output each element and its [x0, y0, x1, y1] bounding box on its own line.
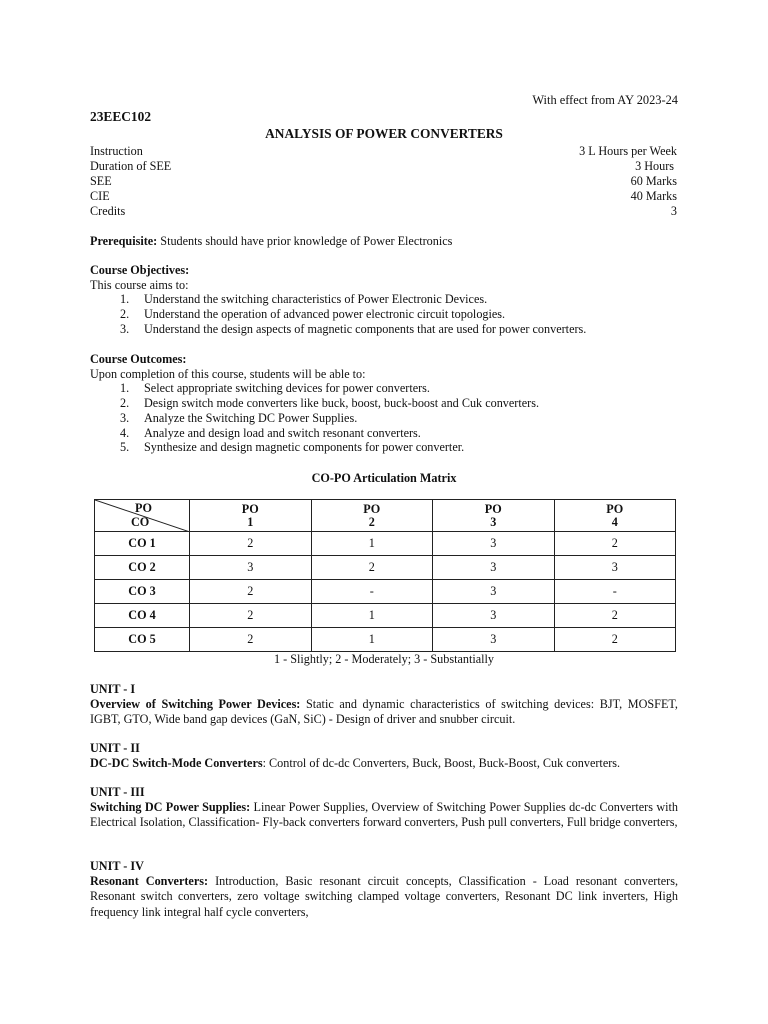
column-header-top: PO	[363, 501, 381, 516]
item-text: Understand the operation of advanced power electronic circuit topologies.	[144, 306, 506, 321]
table-cell: 3	[433, 580, 555, 604]
table-cell: -	[554, 580, 676, 604]
column-header-top: PO	[606, 501, 624, 516]
prerequisite-text: Students should have prior knowledge of Power Electronics	[157, 234, 453, 248]
unit-heading: UNIT - I	[90, 682, 136, 696]
table-row	[95, 580, 676, 604]
column-header-bottom: 4	[611, 514, 618, 529]
info-value: 3	[670, 204, 677, 218]
table-cell: 1	[311, 628, 433, 652]
info-value: 40 Marks	[630, 189, 677, 203]
row-header: CO 4	[95, 604, 190, 628]
info-label: SEE	[90, 174, 112, 188]
unit-topic: Resonant Converters:	[90, 873, 209, 888]
item-number: 1.	[120, 292, 130, 307]
item-text: Analyze the Switching DC Power Supplies.	[144, 410, 358, 425]
column-header-top: PO	[484, 501, 502, 516]
column-header-top: PO	[241, 501, 259, 516]
list-item	[90, 396, 680, 411]
info-label: CIE	[90, 189, 110, 203]
list-item	[90, 307, 680, 322]
table-cell: 2	[554, 532, 676, 556]
table-cell: 3	[433, 532, 555, 556]
objectives-heading: Course Objectives:	[90, 263, 190, 277]
row-header: CO 5	[95, 628, 190, 652]
info-label: Instruction	[90, 144, 143, 158]
corner-co-label: CO	[131, 515, 150, 529]
info-row-cie	[90, 189, 677, 204]
table-cell: 2	[190, 580, 312, 604]
info-value: 60 Marks	[630, 174, 677, 188]
info-label: Credits	[90, 204, 126, 218]
item-text: Synthesize and design magnetic components for power converter.	[144, 440, 465, 455]
unit-section	[90, 859, 678, 921]
unit-topic: Switching DC Power Supplies:	[90, 799, 251, 814]
item-text: Select appropriate switching devices for power converters.	[144, 381, 430, 396]
prerequisite-label: Prerequisite:	[90, 234, 158, 248]
table-cell: 3	[190, 556, 312, 580]
objectives-intro: This course aims to:	[90, 277, 189, 292]
row-header: CO 3	[95, 580, 190, 604]
matrix-column-header	[433, 500, 555, 532]
info-row-credits	[90, 204, 677, 219]
table-cell: 1	[311, 532, 433, 556]
item-text: Design switch mode converters like buck, boost, buck-boost and Cuk converters.	[144, 395, 539, 410]
table-cell: 3	[433, 604, 555, 628]
co-po-matrix	[94, 499, 676, 652]
table-cell: 1	[311, 604, 433, 628]
item-number: 4.	[120, 425, 130, 440]
unit-content	[90, 800, 678, 831]
table-row	[95, 628, 676, 652]
info-value: 3 Hours	[635, 159, 674, 173]
table-cell: 3	[554, 556, 676, 580]
info-row-duration	[90, 159, 677, 174]
outcomes-heading: Course Outcomes:	[90, 352, 187, 366]
list-item	[90, 411, 680, 426]
table-cell: 2	[190, 532, 312, 556]
course-objectives	[90, 263, 680, 337]
unit-heading: UNIT - IV	[90, 859, 144, 873]
matrix-legend: 1 - Slightly; 2 - Moderately; 3 - Substantially	[273, 652, 495, 666]
course-code: 23EEC102	[90, 109, 152, 124]
unit-topic: Overview of Switching Power Devices:	[90, 696, 301, 711]
list-item	[90, 381, 680, 396]
table-row	[95, 556, 676, 580]
column-header-bottom: 1	[247, 514, 254, 529]
table-row	[95, 604, 676, 628]
column-header-bottom: 3	[490, 514, 497, 529]
table-cell: 2	[311, 556, 433, 580]
item-number: 3.	[120, 321, 130, 336]
list-item	[90, 426, 680, 441]
unit-section	[90, 682, 678, 728]
course-outcomes	[90, 352, 680, 455]
unit-text: Introduction, Basic resonant circuit concepts, Classification - Load resonant converters, Resonant switch converters, zero voltage switching clamped voltage converters, Resonant DC link inverters, High frequency link integral half cycle converters,	[90, 873, 678, 919]
course-info	[90, 144, 677, 219]
list-item	[90, 292, 680, 307]
info-row-see	[90, 174, 677, 189]
unit-topic: DC-DC Switch-Mode Converters	[90, 755, 263, 770]
outcomes-list	[90, 381, 680, 455]
table-cell: -	[311, 580, 433, 604]
matrix-column-header	[311, 500, 433, 532]
unit-heading: UNIT - III	[90, 785, 145, 799]
unit-section	[90, 785, 678, 831]
item-number: 3.	[120, 410, 130, 425]
objectives-list	[90, 292, 680, 336]
info-value: 3 L Hours per Week	[579, 144, 677, 158]
list-item	[90, 322, 680, 337]
table-cell: 3	[433, 556, 555, 580]
table-cell: 2	[190, 604, 312, 628]
row-header: CO 1	[95, 532, 190, 556]
outcomes-intro: Upon completion of this course, students will be able to:	[90, 366, 366, 381]
matrix-corner-cell	[95, 500, 190, 532]
matrix-column-header	[190, 500, 312, 532]
table-cell: 2	[554, 628, 676, 652]
matrix-header-row	[95, 500, 676, 532]
item-number: 2.	[120, 395, 130, 410]
unit-text: : Control of dc-dc Converters, Buck, Boost, Buck-Boost, Cuk converters.	[262, 755, 621, 770]
item-number: 5.	[120, 440, 130, 455]
unit-text: Linear Power Supplies, Overview of Switching Power Supplies dc-dc Converters with Electrical Isolation, Classification- Fly-back converters forward converters, Push pull converters, Full bridge converters,	[90, 799, 678, 830]
table-cell: 2	[554, 604, 676, 628]
matrix-title: CO-PO Articulation Matrix	[311, 471, 457, 485]
table-cell: 2	[190, 628, 312, 652]
list-item	[90, 440, 680, 455]
info-row-instruction	[90, 144, 677, 159]
matrix-column-header	[554, 500, 676, 532]
unit-content	[90, 697, 678, 728]
unit-content	[90, 756, 678, 772]
item-text: Understand the switching characteristics of Power Electronic Devices.	[144, 292, 488, 307]
item-text: Analyze and design load and switch resonant converters.	[144, 425, 421, 440]
corner-po-label: PO	[135, 501, 152, 515]
table-cell: 3	[433, 628, 555, 652]
column-header-bottom: 2	[368, 514, 375, 529]
item-text: Understand the design aspects of magnetic components that are used for power converters.	[144, 321, 587, 336]
unit-heading: UNIT - II	[90, 741, 140, 755]
item-number: 1.	[120, 381, 130, 396]
unit-section	[90, 741, 678, 771]
unit-text: Static and dynamic characteristics of switching devices: BJT, MOSFET, IGBT, GTO, Wide band gap devices (GaN, SiC) - Design of driver and snubber circuit.	[90, 696, 678, 727]
row-header: CO 2	[95, 556, 190, 580]
unit-content	[90, 874, 678, 921]
item-number: 2.	[120, 306, 130, 321]
effective-year: With effect from AY 2023-24	[532, 93, 678, 107]
course-title: ANALYSIS OF POWER CONVERTERS	[265, 126, 503, 141]
prerequisite	[90, 234, 680, 249]
table-row	[95, 532, 676, 556]
info-label: Duration of SEE	[90, 159, 172, 173]
